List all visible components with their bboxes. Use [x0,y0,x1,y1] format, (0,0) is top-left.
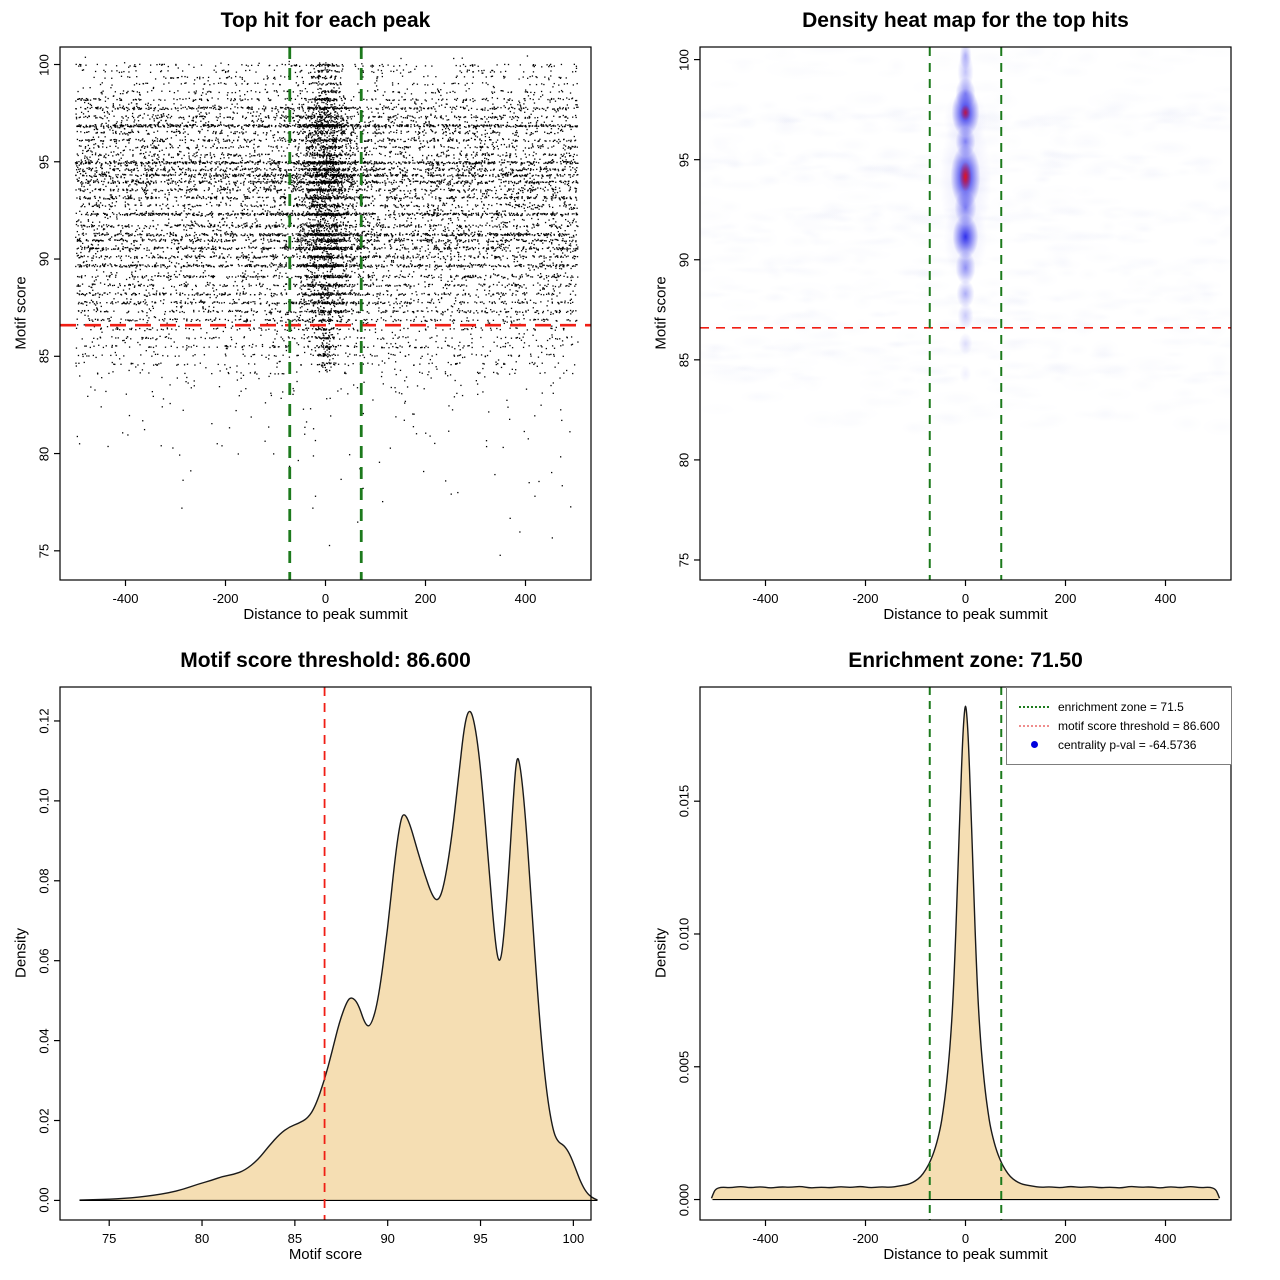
y-tick-label: 75 [36,543,52,559]
y-tick-label: 0.000 [676,1183,692,1216]
x-tick-label: -400 [752,1231,779,1246]
panel-density-heatmap [640,0,1280,640]
legend [1006,687,1232,765]
x-tick-label: -200 [852,1231,879,1246]
legend-label: enrichment zone = 71.5 [1058,699,1184,714]
x-tick-label: 90 [380,1231,395,1246]
y-tick-label: 80 [676,452,692,468]
y-tick-label: 0.010 [676,917,692,951]
x-tick-label: 75 [101,1231,117,1246]
panel-title: Top hit for each peak [220,9,431,32]
y-tick-label: 90 [676,252,692,267]
y-tick-label: 80 [36,446,52,461]
x-tick-label: 100 [562,1231,585,1246]
y-tick-label: 85 [676,352,692,368]
y-tick-label: 0.02 [36,1107,52,1134]
x-tick-label: 0 [961,1231,970,1246]
x-tick-label: -200 [852,591,879,606]
y-tick-label: 0.00 [36,1187,52,1214]
legend-label: centrality p-val = -64.5736 [1058,737,1197,752]
y-tick-label: 75 [676,552,692,568]
x-tick-label: 200 [1054,1231,1077,1246]
x-tick-label: 200 [414,591,437,606]
x-tick-label: 85 [287,1231,303,1246]
x-axis-title: Distance to peak summit [883,1246,1048,1263]
panel-title: Density heat map for the top hits [802,9,1129,32]
blue-dot-swatch [1031,741,1038,748]
motif-threshold-dotted-line-icon [1019,725,1049,727]
y-tick-label: 0.005 [676,1050,692,1084]
y-tick-label: 0.08 [36,868,52,894]
panel-title: Enrichment zone: 71.50 [848,649,1083,672]
x-tick-label: 400 [1154,591,1177,606]
x-tick-label: -200 [212,591,239,606]
heatmap-plot-canvas [640,0,1280,640]
x-tick-label: 400 [1154,1231,1177,1246]
x-tick-label: 95 [473,1231,488,1246]
y-tick-label: 0.06 [36,948,52,974]
x-axis-title: Motif score [288,1246,363,1263]
y-tick-label: 90 [36,251,52,267]
x-tick-label: -400 [112,591,139,606]
y-tick-label: 95 [676,152,692,167]
y-axis-title: Density [652,927,670,979]
legend-label: motif score threshold = 86.600 [1058,718,1220,733]
y-axis-title: Motif score [12,276,30,350]
red-dotted-swatch [1019,725,1049,727]
x-tick-label: -400 [752,591,779,606]
y-tick-label: 0.015 [676,784,692,818]
panel-motif-score-density [0,640,640,1280]
x-tick-label: 0 [321,591,330,606]
panel-enrichment-zone-density [640,640,1280,1280]
green-dotted-swatch [1019,706,1049,708]
scatter-plot-canvas [0,0,640,640]
panel-top-hit-scatter [0,0,640,640]
y-tick-label: 0.04 [36,1027,52,1054]
x-tick-label: 0 [961,591,970,606]
y-tick-label: 100 [36,53,52,76]
centrality-pval-dot-icon [1019,741,1049,748]
x-tick-label: 400 [514,591,537,606]
y-tick-label: 100 [676,48,692,71]
enrichment-zone-dotted-line-icon [1019,706,1049,708]
y-tick-label: 95 [36,154,52,169]
score-density-plot-canvas [0,640,640,1280]
legend-row-centrality-pval [1019,735,1223,754]
x-tick-label: 80 [194,1231,210,1246]
y-tick-label: 0.10 [36,788,52,814]
x-axis-title: Distance to peak summit [243,606,408,623]
legend-row-motif-threshold [1019,716,1223,735]
legend-row-enrichment-zone [1019,697,1223,716]
panel-title: Motif score threshold: 86.600 [180,649,471,672]
y-axis-title: Motif score [652,276,670,350]
y-axis-title: Density [12,927,30,979]
y-tick-label: 0.12 [36,708,52,734]
y-tick-label: 85 [36,349,52,364]
x-axis-title: Distance to peak summit [883,606,1048,623]
x-tick-label: 200 [1054,591,1077,606]
